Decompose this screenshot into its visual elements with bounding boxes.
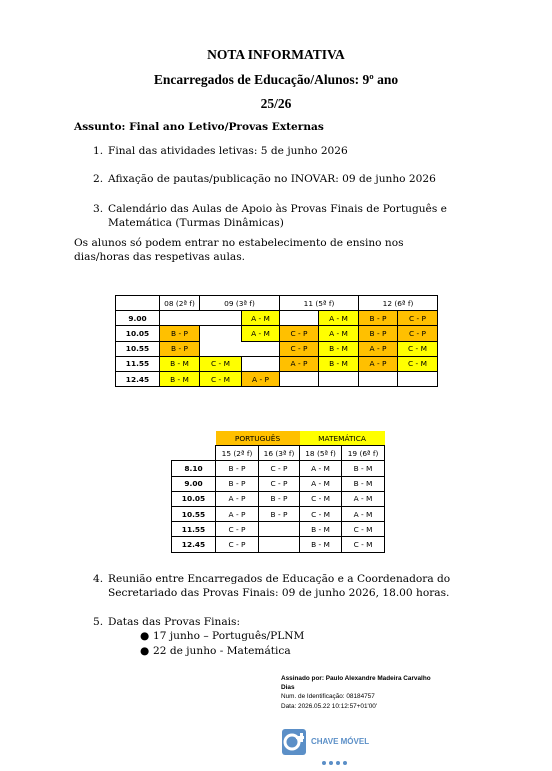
table-cell: A - P [242,371,280,386]
list-number: 3. [93,203,104,215]
table-row [172,506,385,521]
logo-text: CHAVE MÓVEL [311,737,370,746]
table-cell: C - P [398,326,438,341]
time-cell: 10.05 [116,326,160,341]
table-cell [200,341,280,356]
table-cell: B - P [216,476,259,491]
table-cell: C - P [216,522,259,537]
table-cell [398,371,438,386]
column-header: 16 (3ª f) [259,446,300,461]
paragraph-line: Os alunos só podem entrar no estabelecimento de ensino nos [74,237,404,249]
list-number: 4. [93,573,104,585]
table-cell: C - M [398,341,438,356]
document-title: NOTA INFORMATIVA [207,47,345,62]
table-cell: B - P [216,461,259,476]
table-cell: A - M [242,326,280,341]
table-cell: A - M [319,311,359,326]
bullet-text: 17 junho – Português/PLNM [153,630,305,642]
list-item-text: Datas das Provas Finais: [108,616,241,628]
table-row [172,476,385,491]
document-subtitle: Encarregados de Educação/Alunos: 9º ano [153,72,399,87]
column-header: 09 (3ª f) [200,296,280,311]
school-year: 25/26 [260,96,292,111]
table-cell: C - P [259,461,300,476]
table-cell [200,326,242,341]
table-cell: C - P [259,476,300,491]
table-cell: C - M [300,506,342,521]
table-cell: C - P [280,341,319,356]
column-header: 12 (6ª f) [359,296,438,311]
group-header-row [172,431,385,446]
table-cell: A - M [342,506,385,521]
table-cell: A - P [359,356,398,371]
table-cell [280,371,319,386]
time-cell: 12.45 [116,371,160,386]
logo-dots [322,750,347,769]
table-cell [259,537,300,552]
list-item-text: Secretariado das Provas Finais: 09 de junho 2026, 18.00 horas. [108,587,450,599]
list-item-text: Matemática (Turmas Dinâmicas) [108,217,284,229]
table-row [172,461,385,476]
list-number: 2. [93,173,104,185]
table-corner-cell [172,446,216,461]
time-cell: 10.55 [116,341,160,356]
column-header: 08 (2ª f) [160,296,200,311]
list-number: 5. [93,616,104,628]
table-cell: A - M [319,326,359,341]
table-row [116,326,438,341]
table-cell: B - P [359,311,398,326]
column-header: 11 (5ª f) [280,296,359,311]
table-cell: A - P [280,356,319,371]
table-row [116,341,438,356]
subject-line: Assunto: Final ano Letivo/Provas Externas [74,121,324,133]
time-cell: 11.55 [172,522,216,537]
group-header-matematica: MATEMÁTICA [300,431,385,446]
list-items-1 [0,145,552,235]
time-cell: 9.00 [116,311,160,326]
table-cell [280,311,319,326]
time-cell: 9.00 [172,476,216,491]
table-cell [359,371,398,386]
table-cell: B - M [160,356,200,371]
table-row [116,311,438,326]
table-row [172,522,385,537]
table-cell: C - P [398,311,438,326]
table-cell: C - P [216,537,259,552]
table-cell: B - P [259,506,300,521]
table-cell [319,371,359,386]
table-cell: C - M [342,537,385,552]
table-cell: C - M [300,491,342,506]
table-cell: B - M [160,371,200,386]
table-row [172,491,385,506]
schedule-table-2 [171,431,385,553]
table-cell: B - M [342,476,385,491]
table-cell: B - P [160,326,200,341]
table-cell: C - P [280,326,319,341]
table-cell: C - M [200,356,242,371]
bullet-icon: ● [140,645,150,657]
table-cell: A - M [300,476,342,491]
table-cell: A - M [300,461,342,476]
time-cell: 10.55 [172,506,216,521]
list-item-text: Final das atividades letivas: 5 de junho 2026 [108,145,348,157]
table-cell: B - M [319,356,359,371]
table-cell: A - P [216,506,259,521]
table-cell: B - M [300,522,342,537]
column-header: 18 (5ª f) [300,446,342,461]
signature-signed-by-cont: Dias [281,684,295,692]
time-cell: 8.10 [172,461,216,476]
table-cell: B - P [160,341,200,356]
table-cell: A - M [342,491,385,506]
group-header-portugues: PORTUGUÊS [216,431,300,446]
table-row [116,371,438,386]
time-cell: 11.55 [116,356,160,371]
table-cell: A - M [242,311,280,326]
signature-signed-by: Assinado por: Paulo Alexandre Madeira Carvalho [281,675,431,682]
column-header: 15 (2ª f) [216,446,259,461]
key-plus-icon [281,728,307,756]
table-cell [160,311,242,326]
bullet-icon: ● [140,630,150,642]
table-cell [259,522,300,537]
table-row [172,537,385,552]
table-cell [242,356,280,371]
list-item-text: Calendário das Aulas de Apoio às Provas Finais de Português e [108,203,447,215]
signature-id: Num. de Identificação: 08184757 [281,693,375,701]
table-cell: B - M [300,537,342,552]
list-item-text: Afixação de pautas/publicação no INOVAR: 09 de junho 2026 [108,173,436,185]
table-corner-cell [116,296,160,311]
list-items-2 [0,573,552,628]
table-cell: C - M [398,356,438,371]
time-cell: 12.45 [172,537,216,552]
table-cell: A - P [216,491,259,506]
digital-signature-block [281,674,431,711]
chave-movel-logo [281,728,370,760]
table-cell: B - P [259,491,300,506]
table-header-row [116,296,438,311]
table-corner-cell [172,431,216,446]
table-cell: B - M [319,341,359,356]
signature-date: Data: 2026.05.22 10:12:57+01'00' [281,702,378,710]
list-number: 1. [93,145,104,157]
schedule-table-1 [115,295,438,387]
table-row [116,356,438,371]
table-cell: C - M [342,522,385,537]
table-cell: A - P [359,341,398,356]
paragraph-line: dias/horas das respetivas aulas. [74,251,245,263]
time-cell: 10.05 [172,491,216,506]
column-header: 19 (6ª f) [342,446,385,461]
table-cell: B - P [359,326,398,341]
table-cell: C - M [200,371,242,386]
list-item-text: Reunião entre Encarregados de Educação e a Coordenadora do [108,573,451,585]
table-header-row [172,446,385,461]
bullet-text: 22 de junho - Matemática [153,645,291,657]
table-cell: B - M [342,461,385,476]
